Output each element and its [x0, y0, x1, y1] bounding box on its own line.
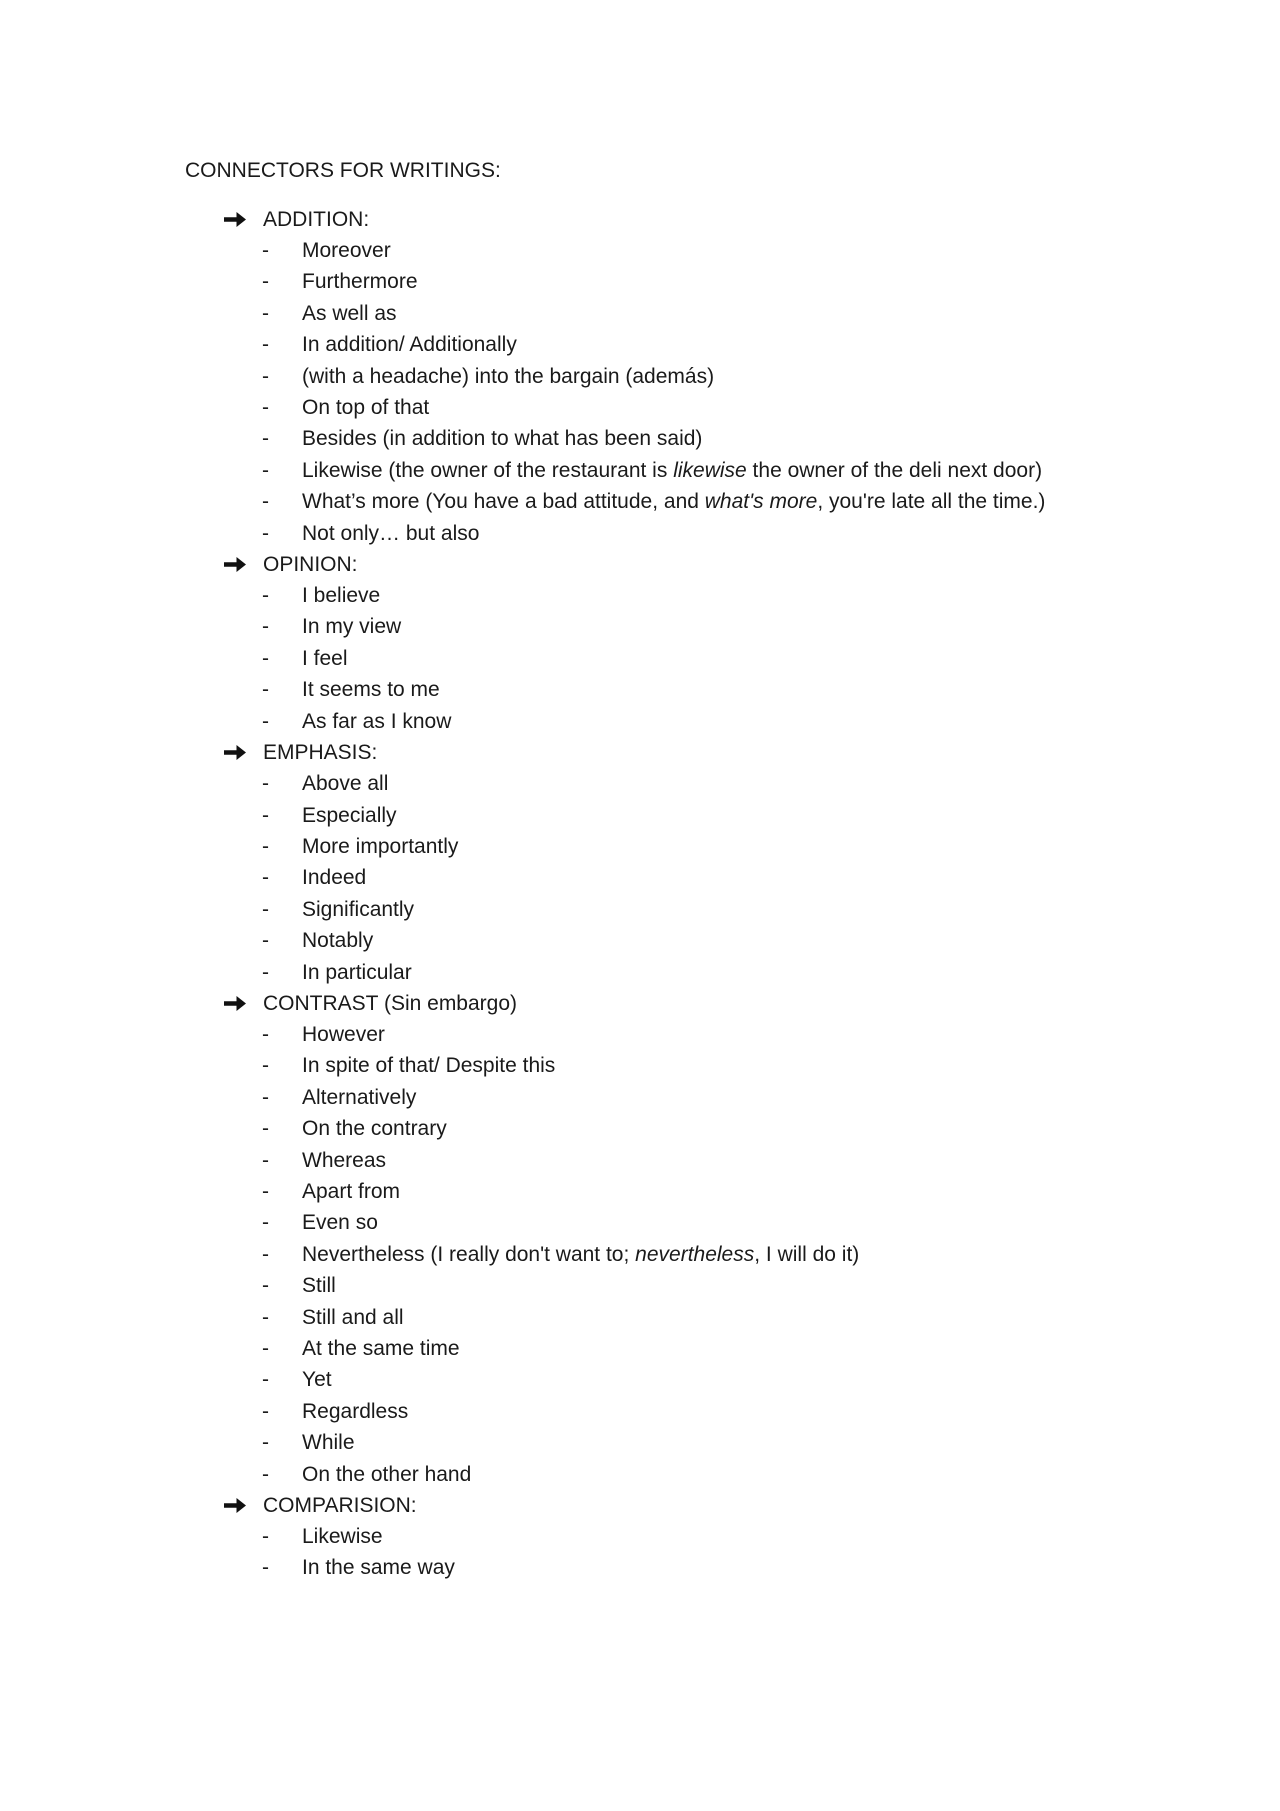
list-item [185, 1050, 1072, 1081]
list-item-text: In particular [302, 960, 412, 984]
right-arrow-icon [223, 204, 251, 235]
list-item-text [302, 455, 1072, 486]
list-item [185, 894, 1072, 925]
list-bullet-dash: - [262, 709, 269, 733]
list-bullet-dash: - [262, 1368, 269, 1392]
list-item-text: On the contrary [302, 1117, 447, 1141]
right-arrow-icon [223, 549, 251, 580]
list-item [185, 768, 1072, 799]
list-bullet-dash: - [262, 866, 269, 890]
list-item-text: Even so [302, 1211, 378, 1235]
connector-list [185, 235, 1085, 549]
list-item [185, 518, 1072, 549]
list-item-text: At the same time [302, 1337, 460, 1360]
list-bullet-dash: - [262, 929, 269, 953]
list-item-text: Alternatively [302, 1085, 417, 1109]
list-bullet-dash: - [262, 1085, 269, 1109]
list-bullet-dash: - [262, 584, 269, 608]
list-item [185, 1396, 1072, 1427]
list-bullet-dash: - [262, 803, 269, 827]
connector-list [185, 1521, 1085, 1584]
list-bullet-dash: - [262, 646, 269, 670]
section-heading-text: CONTRAST (Sin embargo) [263, 991, 518, 1015]
list-bullet-dash: - [262, 1399, 269, 1423]
list-bullet-dash: - [262, 239, 269, 262]
list-bullet-dash: - [262, 1305, 269, 1329]
list-item [185, 1521, 1072, 1552]
list-item [185, 831, 1072, 862]
list-item-text-part: the owner of the deli next door) [746, 458, 1043, 482]
list-item [185, 1145, 1072, 1176]
list-bullet-dash: - [262, 1337, 269, 1360]
list-item [185, 1113, 1072, 1144]
section-heading [185, 204, 1085, 235]
list-bullet-dash: - [262, 1148, 269, 1172]
list-item [185, 800, 1072, 831]
list-item-text: While [302, 1431, 355, 1455]
list-bullet-dash: - [262, 1556, 269, 1580]
section-heading [185, 737, 1085, 768]
list-item-text: As far as I know [302, 709, 452, 733]
list-item-text: Significantly [302, 897, 415, 921]
list-item [185, 706, 1072, 737]
list-item [185, 1552, 1072, 1583]
list-item-text: Above all [302, 772, 389, 796]
document-title: CONNECTORS FOR WRITINGS: [185, 159, 501, 182]
right-arrow-icon [223, 737, 251, 768]
right-arrow-icon [223, 988, 251, 1019]
list-item [185, 674, 1072, 705]
list-item-text: However [302, 1022, 385, 1046]
list-item [185, 486, 1072, 517]
list-bullet-dash: - [262, 333, 269, 357]
list-item [185, 862, 1072, 893]
list-item [185, 1239, 1072, 1270]
list-bullet-dash: - [262, 1179, 269, 1203]
list-bullet-dash: - [262, 301, 269, 325]
list-item [185, 1207, 1072, 1238]
list-bullet-dash: - [262, 897, 269, 921]
list-bullet-dash: - [262, 1274, 269, 1298]
list-item-text: On top of that [302, 396, 430, 420]
list-item-text: Furthermore [302, 270, 418, 294]
list-bullet-dash: - [262, 1431, 269, 1455]
list-item [185, 1270, 1072, 1301]
list-item-text-part: , I will do it) [754, 1242, 860, 1266]
list-item-text: (with a headache) into the bargain (además) [302, 364, 715, 388]
list-item [185, 1364, 1072, 1395]
section-heading-text: COMPARISION: [263, 1494, 417, 1518]
document-page [185, 155, 1085, 1584]
list-item-text: Besides (in addition to what has been said) [302, 427, 703, 451]
section-heading [185, 988, 1085, 1019]
list-item [185, 611, 1072, 642]
connector-list [185, 580, 1085, 737]
connector-section [185, 549, 1085, 737]
list-item-text-part: , you're late all the time.) [817, 490, 1046, 514]
list-bullet-dash: - [262, 396, 269, 420]
list-item-text: Moreover [302, 239, 391, 262]
list-bullet-dash: - [262, 834, 269, 858]
section-heading-text: EMPHASIS: [263, 741, 378, 765]
list-item [185, 423, 1072, 454]
connector-sections [185, 204, 1085, 1584]
list-bullet-dash: - [262, 615, 269, 639]
list-item-text: In spite of that/ Despite this [302, 1054, 556, 1078]
list-item-text: In the same way [302, 1556, 455, 1580]
list-bullet-dash: - [262, 772, 269, 796]
list-item [185, 580, 1072, 611]
list-item-italic-example: nevertheless [635, 1242, 755, 1266]
list-item [185, 455, 1072, 486]
connector-section [185, 1490, 1085, 1584]
right-arrow-icon [223, 1490, 251, 1521]
list-bullet-dash: - [262, 1242, 269, 1266]
list-item [185, 957, 1072, 988]
list-item [185, 1302, 1072, 1333]
list-item-text: Not only… but also [302, 521, 480, 545]
connector-list [185, 768, 1085, 988]
list-item-text: More importantly [302, 834, 459, 858]
list-item-text: It seems to me [302, 678, 440, 702]
list-bullet-dash: - [262, 1054, 269, 1078]
list-item [185, 266, 1072, 297]
connector-section [185, 988, 1085, 1490]
list-item-text-part: Likewise (the owner of the restaurant is [302, 458, 674, 482]
list-item-text [302, 1239, 1072, 1270]
list-item-text: Still and all [302, 1305, 404, 1329]
section-heading-text: OPINION: [263, 553, 358, 577]
list-item-text: Notably [302, 929, 374, 953]
list-item-italic-example: likewise [673, 458, 747, 482]
list-item [185, 1082, 1072, 1113]
list-item-text: On the other hand [302, 1462, 472, 1486]
list-item-text: Especially [302, 803, 397, 827]
list-item-text: In addition/ Additionally [302, 333, 517, 357]
list-bullet-dash: - [262, 1211, 269, 1235]
list-bullet-dash: - [262, 960, 269, 984]
list-item [185, 329, 1072, 360]
list-bullet-dash: - [262, 458, 269, 482]
list-item-italic-example: what's more [704, 490, 818, 514]
list-item [185, 1019, 1072, 1050]
list-bullet-dash: - [262, 1022, 269, 1046]
list-item [185, 1333, 1072, 1364]
list-item [185, 361, 1072, 392]
list-bullet-dash: - [262, 1117, 269, 1141]
list-item-text-part: What’s more (You have a bad attitude, and [302, 490, 705, 514]
list-item-text: Still [302, 1274, 336, 1298]
section-heading-text: ADDITION: [263, 208, 370, 231]
list-item [185, 392, 1072, 423]
list-item-text: Yet [302, 1368, 332, 1392]
connector-list [185, 1019, 1085, 1490]
list-item [185, 1459, 1072, 1490]
list-item-text: I believe [302, 584, 381, 608]
list-item-text: Indeed [302, 866, 367, 890]
list-bullet-dash: - [262, 427, 269, 451]
list-item [185, 298, 1072, 329]
section-heading [185, 1490, 1085, 1521]
list-item-text: Apart from [302, 1179, 401, 1203]
connector-section [185, 204, 1085, 549]
list-item-text [302, 486, 1072, 517]
list-bullet-dash: - [262, 1462, 269, 1486]
list-bullet-dash: - [262, 521, 269, 545]
list-bullet-dash: - [262, 678, 269, 702]
list-item-text: In my view [302, 615, 402, 639]
list-bullet-dash: - [262, 1525, 269, 1549]
list-item-text: Whereas [302, 1148, 387, 1172]
list-item-text: Regardless [302, 1399, 409, 1423]
list-bullet-dash: - [262, 490, 269, 514]
list-bullet-dash: - [262, 364, 269, 388]
list-item-text: Likewise [302, 1525, 383, 1549]
list-bullet-dash: - [262, 270, 269, 294]
list-item-text: I feel [302, 646, 348, 670]
list-item [185, 1427, 1072, 1458]
list-item [185, 235, 1072, 266]
list-item-text: As well as [302, 301, 397, 325]
list-item [185, 1176, 1072, 1207]
section-heading [185, 549, 1085, 580]
list-item [185, 643, 1072, 674]
connector-section [185, 737, 1085, 988]
list-item-text-part: Nevertheless (I really don't want to; [302, 1242, 636, 1266]
list-item [185, 925, 1072, 956]
